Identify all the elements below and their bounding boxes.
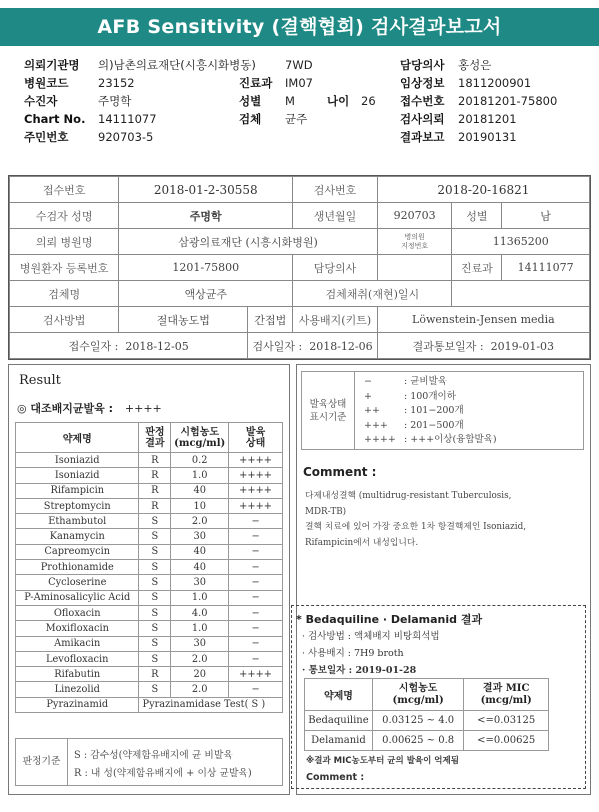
drug-judge: S — [139, 560, 171, 575]
info-value: 2018-12-06 — [309, 339, 373, 353]
header-label: 담당의사 — [400, 58, 445, 72]
header-label: Chart No. — [24, 112, 86, 126]
legend-label — [302, 372, 355, 449]
drug-conc: 1.0 — [171, 621, 229, 636]
drug-growth: − — [229, 560, 283, 575]
info-label: 병원환자 등록번호 — [10, 255, 119, 281]
info-label: 결과통보일자 : — [412, 339, 484, 353]
recv-date — [10, 333, 248, 359]
info-value: 1201-75800 — [119, 255, 293, 281]
bdq-col-drug: 약제명 — [305, 679, 373, 711]
legend-item — [364, 390, 497, 405]
bdq-col-conc-line: (mcg/ml) — [392, 694, 444, 706]
info-value: 간접법 — [248, 307, 293, 333]
drug-growth: ++++ — [229, 498, 283, 513]
legend-desc: : 100개이하 — [404, 390, 456, 402]
drug-name: Rifabutin — [16, 667, 139, 682]
age-value: 26 — [361, 94, 376, 108]
drug-conc: 40 — [171, 483, 229, 498]
drug-growth: − — [229, 605, 283, 620]
comment-line: 다제내성결핵 (multidrug-resistant Tuberculosis, — [305, 491, 512, 501]
drug-name: Ofloxacin — [16, 605, 139, 620]
pza-name: Pyrazinamid — [16, 697, 139, 712]
bdq-info — [302, 628, 440, 679]
drug-row — [16, 544, 283, 559]
drug-conc: 2.0 — [171, 651, 229, 666]
drug-row — [16, 651, 283, 666]
drug-growth: ++++ — [229, 483, 283, 498]
bdq-media: · 사용배지 : 7H9 broth — [302, 648, 404, 659]
drug-growth: − — [229, 682, 283, 697]
drug-row — [16, 636, 283, 651]
bdq-section — [291, 605, 586, 789]
legend-item — [364, 419, 497, 434]
drug-row — [16, 590, 283, 605]
drug-name: Prothionamide — [16, 560, 139, 575]
header-value: 23152 — [98, 76, 135, 90]
comment-line: MDR-TB) — [305, 506, 347, 517]
info-value: 액상균주 — [119, 281, 293, 307]
bdq-drug: Delamanid — [305, 731, 373, 751]
bdq-col-conc-line: 시험농도 — [398, 682, 438, 694]
result-section — [8, 364, 290, 795]
header-value: 14111077 — [98, 112, 157, 126]
drug-growth: ++++ — [229, 453, 283, 468]
criteria-label: 판정기준 — [16, 739, 68, 785]
col-growth-line: 발육 — [245, 426, 266, 438]
bdq-title: * Bedaquiline · Delamanid 결과 — [296, 613, 483, 626]
drug-judge: S — [139, 605, 171, 620]
info-value: 2019-01-03 — [490, 339, 555, 353]
drug-name: Streptomycin — [16, 498, 139, 513]
col-drug: 약제명 — [16, 423, 139, 453]
info-value: Löwenstein-Jensen media — [377, 307, 589, 333]
age-label: 나이 — [327, 94, 350, 108]
header-value: 1811200901 — [458, 76, 532, 90]
col-growth — [229, 423, 283, 453]
legend-items — [364, 375, 497, 448]
info-value: 14111077 — [502, 255, 590, 281]
drug-conc: 4.0 — [171, 605, 229, 620]
drug-judge: R — [139, 667, 171, 682]
drug-row — [16, 483, 283, 498]
drug-row — [16, 468, 283, 483]
info-value: 남 — [502, 203, 590, 229]
info-value — [377, 255, 452, 281]
growth-legend — [301, 371, 584, 450]
drug-name: Linezolid — [16, 682, 139, 697]
drug-judge: R — [139, 498, 171, 513]
report-date — [377, 333, 589, 359]
drug-row — [16, 682, 283, 697]
drug-judge: R — [139, 483, 171, 498]
drug-judge: S — [139, 514, 171, 529]
info-value: 11365200 — [452, 229, 590, 255]
bdq-date: · 통보일자 : 2019-01-28 — [302, 665, 417, 676]
drug-growth: − — [229, 651, 283, 666]
legend-desc: : 201−500개 — [404, 419, 464, 431]
bdq-conc: 0.00625 ~ 0.8 — [372, 731, 463, 751]
specimen-label: 검체 — [239, 112, 262, 126]
control-growth-value: ++++ — [124, 402, 162, 415]
col-conc-line: (mcg/ml) — [174, 437, 226, 449]
legend-label-line: 발육상태 — [309, 399, 347, 410]
header-label: 주민번호 — [24, 130, 69, 144]
header-value: 주명학 — [98, 94, 132, 108]
header-label: 병원코드 — [24, 76, 69, 90]
header-label: 접수번호 — [400, 94, 445, 108]
bdq-drug: Bedaquiline — [305, 711, 373, 731]
legend-symbol: +++ — [364, 419, 388, 431]
drug-name: Levofloxacin — [16, 651, 139, 666]
comment-body — [305, 489, 526, 551]
info-label-line: 병의원 — [404, 232, 425, 241]
info-value — [452, 281, 590, 307]
drug-row — [16, 498, 283, 513]
bdq-method: · 검사방법 : 액체배지 비탕희석법 — [302, 631, 440, 642]
criteria-r: R : 내 성(약제함유배지에 + 이상 균발육) — [74, 768, 252, 779]
drug-conc: 10 — [171, 498, 229, 513]
info-label: 검사일자 : — [252, 339, 303, 353]
info-label-line: 지정번호 — [401, 241, 429, 250]
drug-judge: S — [139, 575, 171, 590]
drug-growth: − — [229, 590, 283, 605]
header-value: 920703-5 — [98, 130, 154, 144]
drug-row — [16, 605, 283, 620]
header-mid — [239, 56, 389, 128]
drug-judge: R — [139, 468, 171, 483]
drug-conc: 2.0 — [171, 682, 229, 697]
drug-conc: 30 — [171, 636, 229, 651]
drug-row — [16, 529, 283, 544]
drug-conc: 30 — [171, 529, 229, 544]
drug-growth: − — [229, 514, 283, 529]
info-label: 검체명 — [10, 281, 119, 307]
drug-growth: − — [229, 621, 283, 636]
header-label: 의뢰기관명 — [24, 58, 80, 72]
drug-growth: ++++ — [229, 667, 283, 682]
drug-row — [16, 453, 283, 468]
header-left — [24, 56, 256, 146]
patient-info-table — [8, 175, 591, 360]
drug-name: Ethambutol — [16, 514, 139, 529]
criteria-s: S : 감수성(약제함유배지에 균 비발육 — [74, 750, 233, 761]
legend-comment-section — [296, 364, 591, 795]
bdq-col-conc — [372, 679, 463, 711]
criteria-box — [15, 738, 283, 786]
drug-conc: 1.0 — [171, 468, 229, 483]
info-value: 2018-12-05 — [125, 339, 189, 353]
bdq-comment: Comment : — [306, 772, 365, 783]
col-growth-line: 상태 — [245, 437, 266, 449]
result-title: Result — [19, 373, 61, 388]
bdq-col-mic-line: (mcg/ml) — [480, 694, 532, 706]
info-label: 진료과 — [452, 255, 502, 281]
drug-conc: 1.0 — [171, 590, 229, 605]
header-value: 20181201-75800 — [458, 94, 558, 108]
info-label: 담당의사 — [293, 255, 378, 281]
drug-conc: 40 — [171, 544, 229, 559]
test-date — [248, 333, 377, 359]
info-value: 2018-20-16821 — [377, 177, 589, 203]
bdq-mic: <=0.00625 — [464, 731, 549, 751]
header-label: 검사의뢰 — [400, 112, 445, 126]
info-label: 생년월일 — [293, 203, 378, 229]
comment-line: Rifampicin에서 내성입니다. — [305, 537, 419, 548]
info-value: 삼광의료재단 (시흥시화병원) — [119, 229, 377, 255]
bdq-table — [304, 678, 549, 751]
drug-growth: − — [229, 544, 283, 559]
info-label: 사용배지(키트) — [293, 307, 378, 333]
drug-growth: − — [229, 529, 283, 544]
specimen-value: 균주 — [285, 112, 308, 126]
drug-judge: S — [139, 529, 171, 544]
info-label: 검사방법 — [10, 307, 119, 333]
drug-name: Capreomycin — [16, 544, 139, 559]
drug-row — [16, 667, 283, 682]
col-judge — [139, 423, 171, 453]
drug-conc: 0.2 — [171, 453, 229, 468]
bdq-conc: 0.03125 ~ 4.0 — [372, 711, 463, 731]
info-label: 검사번호 — [293, 177, 378, 203]
info-label — [377, 229, 452, 255]
drug-conc: 2.0 — [171, 514, 229, 529]
legend-symbol: + — [364, 390, 372, 402]
patient-name: 주명학 — [119, 203, 293, 229]
info-label: 성별 — [452, 203, 502, 229]
drug-judge: S — [139, 590, 171, 605]
col-judge-line: 결과 — [145, 437, 165, 449]
drug-conc: 20 — [171, 667, 229, 682]
legend-label-line: 표시기준 — [309, 412, 347, 423]
control-growth — [17, 400, 162, 416]
drug-judge: S — [139, 544, 171, 559]
drug-conc: 40 — [171, 560, 229, 575]
drug-name: Amikacin — [16, 636, 139, 651]
info-label: 검체채취(재현)일시 — [293, 281, 452, 307]
col-conc — [171, 423, 229, 453]
legend-item — [364, 433, 497, 448]
sex-value: M — [285, 94, 295, 108]
info-label: 수검자 성명 — [10, 203, 119, 229]
header-value: 홍성은 — [458, 58, 492, 72]
sex-label: 성별 — [239, 94, 262, 108]
drug-judge: R — [139, 453, 171, 468]
drug-row — [16, 621, 283, 636]
dept-label: 진료과 — [239, 76, 273, 90]
dept-value: IM07 — [285, 76, 313, 90]
bdq-note: ※결과 MIC농도부터 균의 발육이 억제됨 — [306, 756, 459, 766]
legend-desc: : 101−200개 — [404, 405, 464, 416]
drug-judge: S — [139, 636, 171, 651]
header-label: 결과보고 — [400, 130, 445, 144]
drug-table — [15, 422, 283, 713]
drug-name: Isoniazid — [16, 453, 139, 468]
info-label: 의뢰 병원명 — [10, 229, 119, 255]
legend-desc: : +++이상(융합발육) — [404, 434, 497, 445]
drug-growth: − — [229, 575, 283, 590]
ward-value: 7WD — [285, 58, 313, 72]
drug-row — [16, 514, 283, 529]
header-label: 수진자 — [24, 94, 58, 108]
bdq-mic: <=0.03125 — [464, 711, 549, 731]
drug-name: Moxifloxacin — [16, 621, 139, 636]
drug-growth: ++++ — [229, 468, 283, 483]
pza-test: Pyrazinamidase Test( S ) — [139, 697, 283, 712]
info-label: 접수일자 : — [68, 339, 119, 353]
legend-item — [364, 375, 497, 390]
legend-item — [364, 404, 497, 419]
drug-judge: S — [139, 621, 171, 636]
info-value: 920703 — [377, 203, 452, 229]
control-growth-label: ◎ 대조배지균발육 : — [17, 402, 114, 415]
legend-desc: : 균비발육 — [404, 376, 447, 387]
info-value: 절대농도법 — [119, 307, 248, 333]
drug-conc: 30 — [171, 575, 229, 590]
header-right — [400, 56, 557, 146]
drug-name: Cycloserine — [16, 575, 139, 590]
drug-name: Kanamycin — [16, 529, 139, 544]
report-title: AFB Sensitivity (결핵협회) 검사결과보고서 — [0, 8, 599, 46]
drug-judge: S — [139, 651, 171, 666]
drug-name: Rifampicin — [16, 483, 139, 498]
drug-name: Isoniazid — [16, 468, 139, 483]
bdq-col-mic-line: 결과 MIC — [482, 682, 530, 694]
col-conc-line: 시험농도 — [180, 426, 220, 438]
header-value: 20190131 — [458, 130, 517, 144]
col-judge-line: 판정 — [145, 426, 165, 438]
header-label: 임상정보 — [400, 76, 445, 90]
comment-title: Comment : — [303, 465, 377, 479]
info-value: 2018-01-2-30558 — [119, 177, 293, 203]
legend-symbol: ++ — [364, 405, 380, 416]
bdq-col-mic — [464, 679, 549, 711]
drug-name: P-Aminosalicylic Acid — [16, 590, 139, 605]
comment-line: 결핵 치료에 있어 가장 중요한 1차 항결핵제인 Isoniazid, — [305, 522, 527, 532]
drug-judge: S — [139, 682, 171, 697]
header-value: 20181201 — [458, 112, 517, 126]
drug-row — [16, 560, 283, 575]
legend-symbol: ++++ — [364, 434, 396, 445]
drug-growth: − — [229, 636, 283, 651]
header-value: 의)남촌의료재단(시흥시화병동) — [98, 58, 256, 72]
drug-row — [16, 575, 283, 590]
info-label: 접수번호 — [10, 177, 119, 203]
legend-symbol: − — [364, 376, 372, 387]
